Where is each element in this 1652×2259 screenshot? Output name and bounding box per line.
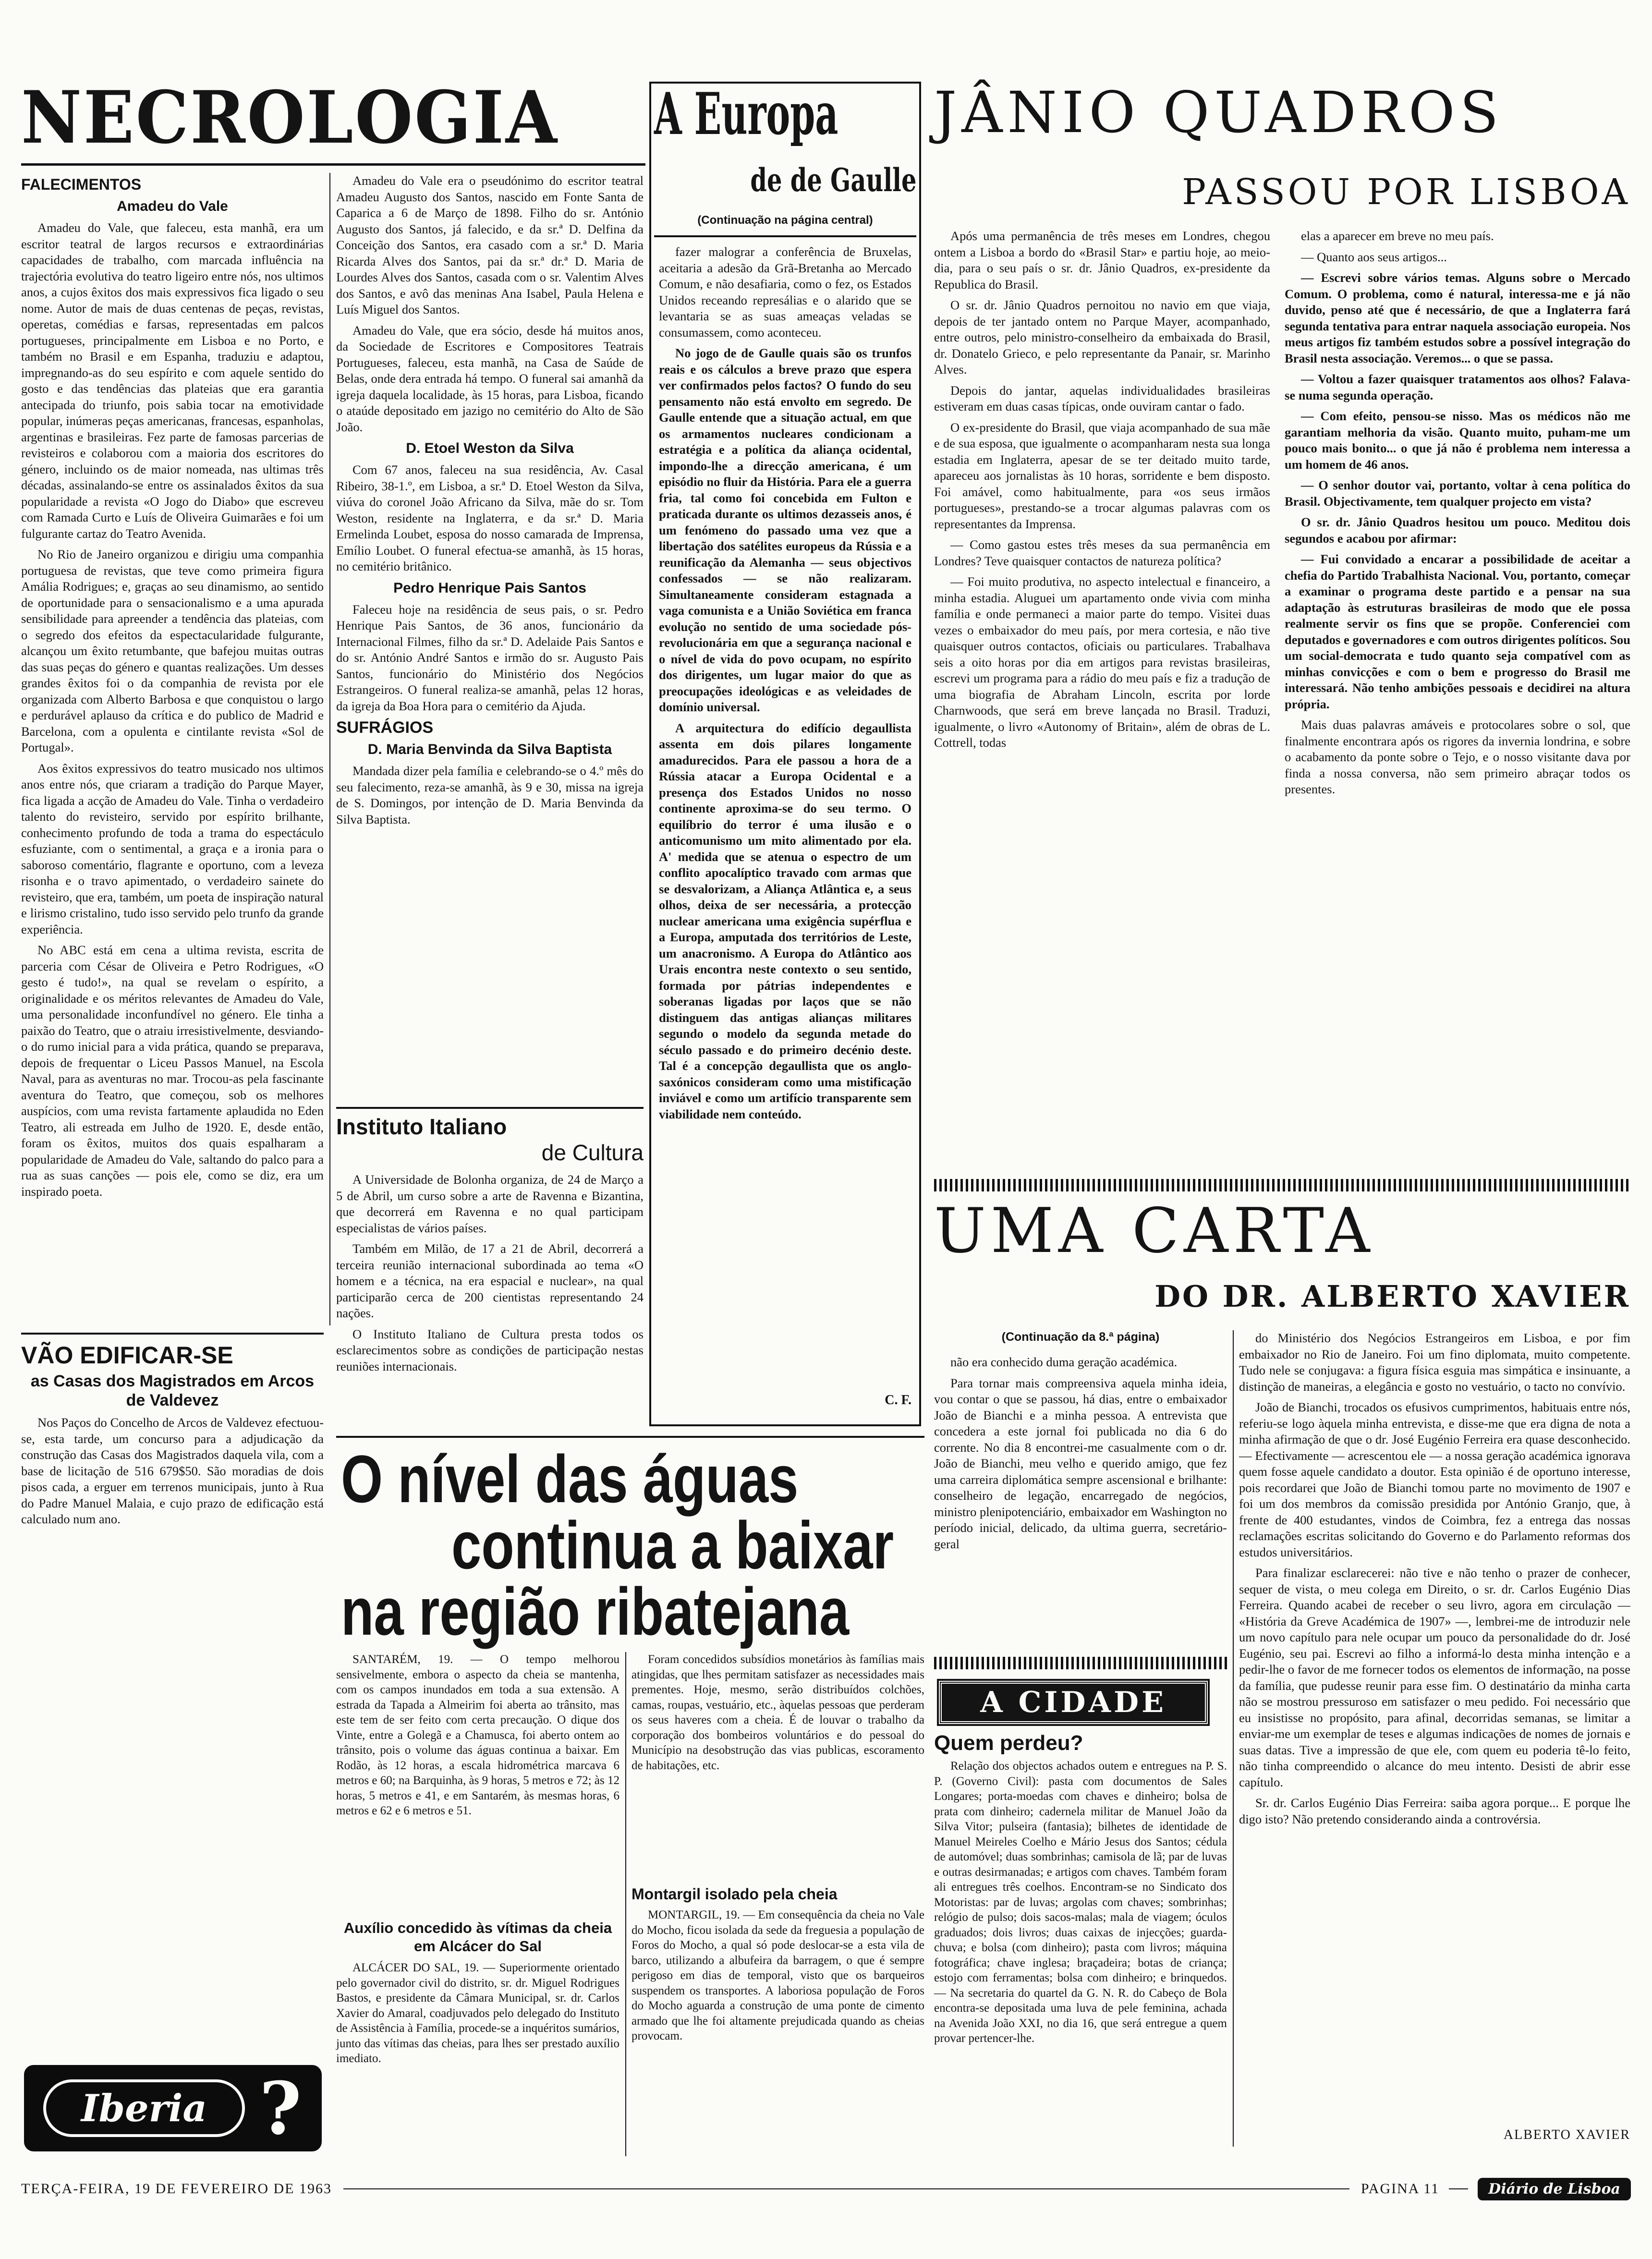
nivel-headline [336, 1441, 924, 1649]
paragraph: No Rio de Janeiro organizou e dirigiu uma companhia portuguesa de revistas, que teve como primeira figura Amália Rodrigues; e, graças ao seu dinamismo, ao sentido de oportunidade para o sensacionalismo e a uma apurada sensibilidade para apreender a tendência das plateias, com o segredo dos efeitos da espectacularidade fulgurante, alcançou um êxito retumbante, que bafejou muitas outras das suas peças do género e quantas realizações. Um desses grandes êxitos foi o da companhia de revista por ele organizada com Alberto Barbosa e que conquistou o largo e perdurável aplauso da crítica e do publico de Madrid e Barcelona, com a opulenta e cintilante revista «Sol de Portugal». [21, 547, 324, 754]
paragraph: A Universidade de Bolonha organiza, de 24 de Março a 5 de Abril, um curso sobre a arte de Ravenna e Bizantina, que decorrerá em Ravenna e no qual participam especialistas de vários países. [336, 1172, 644, 1235]
footer-rule [1449, 2188, 1468, 2189]
paragraph: Amadeu do Vale, que faleceu, esta manhã, era um escritor teatral de largos recursos e extraordinárias capacidades de trabalho, com marcada influência na trajectória evolutiva do teatro ligeiro entre nós, nos ultimos anos, a cujos êxitos dos mais expressivos fica ligado o seu nome. Autor de mais de duas centenas de peças, revistas, operetas, comédias e farsas, representadas em palcos portugueses, principalmente em Lisboa e no Porto, e também no Brasil e em Espanha, traduziu e adaptou, impregnando-as do seu espírito e com aquele sentido do gosto e das tendências das plateias que era garantia antecipada do triunfo, pois sabia tocar na emotividade popular, inúmeras peças americanas, francesas, espanholas, argentinas e brasileiras. Fez parte de famosas parcerias de revisteiros e colaborou com a maioria dos escritores do género, incluindo os de maior nomeada, nas ultimas três décadas, assinalando-se entre os assinalados êxitos da sua popularidade a revista «O Jogo do Diabo» que escreveu com Ramada Curto e Luís de Oliveira Guimarães e foi um fulgurante cartaz do Teatro Avenida. [21, 220, 324, 541]
paragraph: ALCÁCER DO SAL, 19. — Superiormente orientado pelo governador civil do distrito, sr. dr. Miguel Rodrigues Bastos, e presidente da Câmara Municipal, sr. dr. Carlos Xavier do Amaral, coadjuvados pelo delegado do Instituto de Assistência à Família, procede-se a inquéritos sumários, junto das vítimas das cheias, para lhes ser prestado auxílio imediato. [336, 1961, 620, 2065]
janio-title: JÂNIO QUADROS [934, 79, 1504, 146]
paragraph: Amadeu do Vale, que era sócio, desde há muitos anos, da Sociedade de Escritores e Compositores Teatrais Portugueses, faleceu, esta manhã, na Casa de Saúde de Belas, onde dera entrada há tempo. O funeral sai amanhã da igreja daquela localidade, às 15 horas, para Lisboa, ficando o ataúde depositado em jazigo no cemitério do Alto de São João. [336, 323, 644, 434]
column-rule [625, 1652, 626, 2156]
paragraph: não era conhecido duma geração académica. [950, 1355, 1178, 1369]
footer-rule [343, 2188, 1349, 2189]
article-title-line2: de Cultura [541, 1140, 644, 1165]
edificar-article [21, 1340, 324, 1566]
nivel-column-2 [632, 1652, 924, 1878]
paragraph: O ex-presidente do Brasil, que viaja acompanhado de sua mãe e de sua esposa, que igualmente o acompanharam nesta sua longa estadia em Inglaterra, apesar de se ter deitado muito tarde, apareceu aos jornalistas às 10 horas, sorridente e bem disposto. Foi amável, como habitualmente, para «os seus irmãos portugueses», prestando-se a trocar algumas palavras com os representantes da Imprensa. [934, 420, 1270, 531]
headline-line-3: na região ribatejana [341, 1574, 850, 1649]
paragraph: Mais duas palavras amáveis e protocolares sobre o sol, que finalmente encontrara após os rigores da invernia londrina, e sobre o acabamento da ponte sobre o Tejo, e o nosso visitante dava por finda a nossa conversa, não sem primeiro abraçar todos os presentes. [1285, 717, 1630, 796]
paragraph: Amadeu do Vale era o pseudónimo do escritor teatral Amadeu Augusto dos Santos, nascido em Fonte Santa de Caparica a 6 de Março de 1898. Filho do sr. António Augusto dos Santos, já falecido, e da sr.ª D. Delfina da Conceição dos Santos, era casado com a sr.ª D. Maria Ricarda Alves dos Santos, pai da sr.ª dr.ª D. Maria de Lourdes Alves dos Santos, casada com o sr. Valentim Alves dos Santos, e avô das meninas Ana Isabel, Paula Helena e Luís Miguel dos Santos. [336, 173, 644, 316]
title-underline [21, 163, 645, 166]
nivel-column-1 [336, 1652, 620, 1902]
paragraph: No ABC está em cena a ultima revista, escrita de parceria com César de Oliveira e Petro Rodrigues, «O gesto é tudo!», na qual se revelam o espírito, a originalidade e os méritos relevantes de Amadeu do Vale, uma personalidade inconfundível no género. Ele tinha a paixão do Teatro, que o atraiu irresistivelmente, desviando-o do rumo inicial para a vida prática, quando se preparava, depois de frequentar o Liceu Passos Manuel, na Escola Naval, para as aventuras no mar. Trocou-as pela fascinante aventura do Teatro, que começou, sob os melhores auspícios, com uma revista fartamente aplaudida no Eden Teatro, ali estreada em Julho de 1920. E, desde então, foram os êxitos, muitos dos quais espalharam a popularidade de Amadeu do Vale, saltando do palco para a rua as suas canções — pois ele, como se diz, era um inspirado poeta. [21, 943, 324, 1199]
hatched-divider [934, 1179, 1630, 1191]
page-footer [21, 2174, 1631, 2203]
paragraph: Relação dos objectos achados outem e entregues na P. S. P. (Governo Civil): pasta com documentos de Sales Longares; porta-moedas com chaves e dinheiro; bolsa de prata com dinheiro; cadernela militar de Manuel João da Silva Vitor; pulseira (fantasia); bilhetes de identidade de Manuel Meireles Coelho e Mário Jesus dos Santos; cédula de automóvel; duas sombrinhas; camisola de lã; par de luvas e outras desirmanadas; e artigos com chaves. Também foram ali entregues três coelhos. Encontram-se no Sindicato dos Motoristas: par de luvas; argolas com chaves; sombrinhas; relógio de pulso; dois sacos-malas; mala de viagem; óculos graduados; dois livros; duas caixas de injecções; guarda-chuva; e bolsa (com dinheiro); pasta com livros; máquina fotográfica; chave inglesa; braçadeira; botas de criança; estojo com ferramentas; bolsa com dinheiro; e brinquedos. — Na secretaria do quartel da G. N. R. do Cabeço de Bola encontra-se depositada uma luva de pele feminina, achada na Avenida João XXI, no dia 16, que será entregue a quem provar pertencer-lhe. [934, 1760, 1227, 2045]
paragraph: fazer malograr a conferência de Bruxelas, aceitaria a adesão da Grã-Bretanha ao Mercado Comum, e não desafiaria, como o fez, os Estados Unidos receando represálias e o alarido que se levantaria se as suas ameaças veladas se consumassem, como aconteceu. [659, 244, 911, 340]
carta-column-1 [934, 1354, 1227, 1652]
newspaper-nameplate: Diário de Lisboa [1478, 2178, 1631, 2200]
paragraph: Com 67 anos, faleceu na sua residência, Av. Casal Ribeiro, 38-1.º, em Lisboa, a sr.ª D. Etoel Weston da Silva, viúva do coronel João Africano da Silva, mãe do sr. Tom Weston, residente na Inglaterra, e da sr.ª D. Maria Ermelinda Loubet, esposa do nosso camarada de Imprensa, Emílio Loubet. O funeral efectua-se amanhã, às 15 horas, no cemitério britânico. [336, 462, 644, 573]
paragraph: Após uma permanência de três meses em Londres, chegou ontem a Lisboa a bordo do «Brasil Star» e partiu hoje, ao meio-dia, para o seu país o sr. dr. Jânio Quadros, ex-presidente da Republica do Brasil. [934, 229, 1270, 291]
column-rule [329, 173, 330, 1325]
divider [654, 235, 916, 237]
paragraph: Sr. dr. Carlos Eugénio Dias Ferreira: saiba agora porque... E porque lhe digo isto? Não pretendo considerando ainda a controvérsia. [1239, 1796, 1630, 1826]
a-cidade-logo: A CIDADE [939, 1681, 1208, 1724]
section-label: SUFRÁGIOS [336, 718, 434, 737]
subheading: D. Maria Benvinda da Silva Baptista [367, 741, 612, 757]
continuation-note: (Continuação na página central) [697, 214, 873, 227]
paragraph: O Instituto Italiano de Cultura presta todos os esclarecimentos sobre as condições de participação nestas reuniões internacionais. [336, 1326, 644, 1373]
divider [336, 1107, 644, 1109]
paragraph: — O senhor doutor vai, portanto, voltar à cena política do Brasil. Objectivamente, tem qualquer projecto em vista? [1285, 478, 1630, 509]
signature: ALBERTO XAVIER [1503, 2127, 1630, 2142]
necrologia-title: NECROLOGIA [21, 75, 559, 160]
iberia-advertisement [24, 2065, 322, 2151]
paragraph: — Foi muito produtiva, no aspecto intelectual e financeiro, a minha estadia. Aluguei um apartamento onde vivia com minha família e onde permaneci a maior parte do tempo. Visitei duas vezes o embaixador do meu país, por mera cortesia, e não tive quaisquer outros contactos, oficiais ou particulares. Trabalhava seis a oito horas por dia em artigos para revistas brasileiras, escrevi um programa para a rádio do meu país e fiz a tradução de uma biografia de Abraham Lincoln, escrita por lorde Charnwoods, que será em breve lançada no Brasil. Traduzi, igualmente, o livro «Autonomy of Britain», além de obras de L. Cottrell, todas [934, 574, 1270, 750]
montargil-article [632, 1882, 924, 2156]
paragraph: No jogo de de Gaulle quais são os trunfos reais e os cálculos a breve prazo que espera ver confirmados pelos factos? O fundo do seu pensamento não está envolto em segredo. De Gaulle entende que a situação actual, em que os armamentos nucleares condicionam a estratégia e a política da aliança ocidental, impondo-lhe a direcção americana, é um episódio no fluir da História. Para ele a guerra fria, tal como foi concebida em Fulton e praticada durante os ultimos dezasseis anos, é um fenómeno do passado uma vez que a libertação dos satélites europeus da Rússia e a reunificação da Alemanha — seus objectivos confessados — se não realizaram. Simultaneamente consideram estagnada a vaga comunista e a União Soviética em franca evolução no sentido de uma sociedade pós-revolucionária em que a segurança nacional e o nível de vida do povo ocupam, no espírito dos dirigentes, um lugar maior do que as preocupações ideológicas e as veleidades de domínio universal. [659, 346, 911, 714]
question-mark-icon: ? [259, 2066, 302, 2151]
paragraph: — Quanto aos seus artigos... [1301, 249, 1447, 264]
paragraph: João de Bianchi, trocados os efusivos cumprimentos, habituais entre nós, referiu-se logo àquela minha entrevista, e disse-me que era digna de nota a minha afirmação de que o dr. José Eugénio Ferreira era quase desconhecido. — Efectivamente — acrescentou ele — a nossa geração académica ignorava quem fosse aquele candidato a doutor. Esta opinião é de oportuno interesse, pois recordarei que João de Bianchi tomou parte no movimento de 1907 e foi um dos membros da comissão presidida por António Granjo, que, à frente de 400 estudantes, vindos de Coimbra, fez a entrega das nossas reclamações escritas solicitando do Governo e do Parlamento reformas dos estudos universitários. [1239, 1400, 1630, 1559]
quem-perdeu-article [934, 1729, 1227, 2151]
paragraph: — Com efeito, pensou-se nisso. Mas os médicos não me garantiam melhoria da visão. Quanto muito, puham-me um pouco mais bonito... o que já não é problema nem interessa a um homem de 46 anos. [1285, 409, 1630, 472]
article-title: Quem perdeu? [934, 1731, 1083, 1755]
janio-subtitle: PASSOU POR LISBOA [1182, 171, 1630, 213]
article-subtitle: as Casas dos Magistrados em Arcos de Valdevez [30, 1372, 315, 1409]
article-title: VÃO EDIFICAR-SE [21, 1342, 233, 1369]
footer-page-number: PAGINA 11 [1360, 2181, 1440, 2197]
necrologia-column-2 [336, 173, 644, 922]
column-rule [1233, 1330, 1234, 2147]
iberia-logo [43, 2079, 245, 2137]
paragraph: Para finalizar esclarecerei: não tive e não tenho o prazer de conhecer, sequer de vista, o meu colega em Direito, o sr. dr. Carlos Eugénio Dias Ferreira. Quando acabei de receber o seu livro, agora em circulação — «História da Greve Académica de 1907» —, lembrei-me de introduzir nele um novo capítulo para nele ocupar um pouco da personalidade do dr. José Eugénio, seu pai. Escrevi ao filho a informá-lo desta minha intenção e a pedir-lhe o favor de me fornecer todos os elementos de informação, na posse da família, que pudesse reunir para esse fim. O destinatário da minha carta não se mostrou pressuroso em satisfazer o meu pedido. Foi necessário que eu insistisse no propósito, para afinal, decorridas semanas, se limitar a enviar-me um exemplar de teses e algumas indicações de nomes de jornais e suas datas. Tive a impressão de que ele, com quem eu poderia tê-lo feito, não tinha compreendido o alcance do meu intento. Desisti de abrir esse capítulo. [1239, 1566, 1630, 1789]
paragraph: SANTARÉM, 19. — O tempo melhorou sensivelmente, embora o aspecto da cheia se mantenha, com os campos inundados em toda a sua extensão. A estrada da Tapada a Almeirim foi aberta ao trânsito, mas este tem de ser feito com certa precaução. O dique dos Vinte, entre a Golegã e a Chamusca, foi aberto ontem ao trânsito, pois o volume das águas continua a baixar. Em Rodão, às 12 horas, a escala hidrométrica marcava 6 metros e 60; na Barquinha, às 9 horas, 5 metros e 72; às 12 horas, 5 metros e 41, e em Santarém, às mesmas horas, 6 metros e 62 e 6 metros e 51. [336, 1653, 620, 1817]
necrologia-column-1 [21, 173, 324, 1325]
footer-date: TERÇA-FEIRA, 19 DE FEVEREIRO DE 1963 [21, 2181, 332, 2197]
janio-column-1 [934, 228, 1270, 1169]
carta-subtitle: DO DR. ALBERTO XAVIER [1154, 1279, 1630, 1314]
paragraph: A arquitectura do edifício degaullista assenta em dois pilares longamente amadurecidos. Para ele passou a hora de a Rússia atacar a Europa Ocidental e a presença dos Estados Unidos no nosso continente aproxima-se do seu termo. O equilíbrio do terror é uma ilusão e o anticomunismo um mito alimentado por ela. A' medida que se atenua o espectro de um conflito apocalíptico travado com armas que se desvalorizam, a Aliança Atlântica e, a seus olhos, deixa de ser necessária, a protecção nuclear americana uma exigência supérflua e a Europa, amputada dos territórios de Leste, um anacronismo. A Europa do Atlântico aos Urais encontra neste contexto o seu sentido, formada por pátrias independentes e soberanas ligadas por laços que se não distinguem das antigas alianças militares segundo o modelo da segunda metade do século passado e do primeiro decénio deste. Tal é a concepção degaullista que os anglo-saxónicos consideram como uma mistificação inviável e como um artifício transparente sem viabilidade nem conteúdo. [659, 720, 911, 1121]
paragraph: — Escrevi sobre vários temas. Alguns sobre o Mercado Comum. O problema, como é natural, interessa-me e já não duvido, penso até que é necessário, de que a Inglaterra fará segunda tentativa para entrar naquela associação europeia. Nos meus artigos fiz também estudos sobre a possível integração do Brasil nesta associação. Veremos... o que se passa. [1285, 270, 1630, 365]
article-title: Auxílio concedido às vítimas da cheia em Alcácer do Sal [343, 1919, 612, 1955]
signature: C. F. [885, 1393, 911, 1408]
paragraph: Foram concedidos subsídios monetários às famílias mais atingidas, que lhes permitam satisfazer as necessidades mais prementes. Hoje, mesmo, serão distribuídos colchões, camas, roupas, vestuário, etc., àquelas pessoas que perderam os seus haveres com a cheia. É de louvar o trabalho da corporação dos bombeiros voluntários e do pessoal do Município na desobstrução das vias publicas, escoramento de habitações, etc. [632, 1653, 924, 1772]
headline-line-2: continua a baixar [451, 1507, 894, 1583]
paragraph: — Fui convidado a encarar a possibilidade de aceitar a chefia do Partido Trabalhista Nacional. Vou, portanto, começar a examinar o programa deste partido e a pensar na sua adaptação às estruturas brasileiras de modo que ele possa realmente servir os fins que se propõe. Conferenciei com deputados e governadores e com outros dirigentes políticos. Sou um social-democrata e tudo quanto seja compatível com as minhas convicções e com o bem e progresso do Brasil me interessará. Não tenho ambições pessoais e decidirei na altura própria. [1285, 552, 1630, 711]
hatched-divider [934, 1657, 1227, 1669]
europa-body [659, 244, 911, 1387]
carta-title: UMA CARTA [934, 1195, 1375, 1267]
paragraph: Mandada dizer pela família e celebrando-se o 4.º mês do seu falecimento, reza-se amanhã, às 9 e 30, missa na igreja de S. Domingos, por intenção de D. Maria Benvinda da Silva Baptista. [336, 764, 644, 826]
auxilio-article [336, 1916, 620, 2156]
carta-column-2 [1239, 1330, 1630, 2123]
paragraph: — Como gastou estes três meses da sua permanência em Londres? Teve quaisquer contactos de natureza política? [934, 537, 1270, 568]
subheading: Amadeu do Vale [117, 198, 228, 214]
paragraph: do Ministério dos Negócios Estrangeiros em Lisboa, e por fim embaixador no Rio de Janeiro. Foi um fino diplomata, muito competente. Tudo nele se conjugava: a figura física esguia mas simpática e insinuante, a distinção de maneiras, a elegância e gosto no vestuário, o tacto no convívio. [1239, 1331, 1630, 1394]
article-title: Instituto Italiano [336, 1114, 507, 1139]
iberia-brand: Iberia [81, 2086, 207, 2130]
paragraph: MONTARGIL, 19. — Em consequência da cheia no Vale do Mocho, ficou isolada da sede da freguesia a população de Foros do Mocho, a qual só pode deslocar-se a esta vila de barco, utilizando a albufeira da barragem, o que é sempre perigoso em dias de temporal, visto que os barqueiros suspendem os transportes. A laboriosa população de Foros do Mocho aguarda a construção de uma ponte de cimento armado que lhe foi altamente prejudicada quando as cheias provocam. [632, 1908, 924, 2042]
subheading: D. Etoel Weston da Silva [406, 440, 574, 456]
headline-line-1: O nível das águas [341, 1441, 799, 1517]
paragraph: Para tornar mais compreensiva aquela minha ideia, vou contar o que se passou, há dias, entre o embaixador João de Bianchi e a minha pessoa. A entrevista que concedera a este jornal foi publicada no dia 6 do corrente. No dia 8 encontrei-me casualmente com o dr. João de Bianchi, meu velho e querido amigo, que fez uma carreira diplomática sempre ascensional e brilhante: conselheiro de legação, encarregado de negócios, ministro plenipotenciário, embaixador em Washington no período inicial, delicado, da ultima guerra, secretário-geral [934, 1375, 1227, 1551]
continuation-note: (Continuação da 8.ª página) [1001, 1330, 1160, 1344]
paragraph: O sr. dr. Jânio Quadros pernoitou no navio em que viaja, depois de ter jantado ontem no Parque Mayer, acompanhado, entre outros, pelo ministro-conselheiro da embaixada do Brasil, dr. Donatelo Grieco, e pelo representante da Panair, sr. Marinho Alves. [934, 298, 1270, 376]
divider [336, 1436, 924, 1438]
paragraph: O sr. dr. Jânio Quadros hesitou um pouco. Meditou dois segundos e acabou por afirmar: [1285, 515, 1630, 546]
europa-title: A Europa [654, 80, 838, 148]
article-title: Montargil isolado pela cheia [632, 1885, 838, 1903]
paragraph: Faleceu hoje na residência de seus pais, o sr. Pedro Henrique Pais Santos, de 36 anos, funcionário da Internacional Filmes, filho da sr.ª D. Adelaide Pais Santos e do sr. António André Santos e irmão do sr. Augusto Pais Santos, funcionário do Ministério dos Negócios Estrangeiros. O funeral realiza-se amanhã, pelas 12 horas, da igreja da Boa Hora para o cemitério da Ajuda. [336, 602, 644, 713]
section-label: FALECIMENTOS [21, 176, 142, 193]
subheading: Pedro Henrique Pais Santos [393, 580, 586, 596]
janio-column-2 [1285, 228, 1630, 1169]
paragraph: Nos Paços do Concelho de Arcos de Valdevez efectuou-se, esta tarde, um concurso para a adjudicação da construção das Casas dos Magistrados daquela vila, com a base de licitação de 516 679$50. São moradias de dois pisos cada, a erguer em terrenos municipais, junto à Rua do Padre Manuel Malaia, e cujo prazo de edificação está calculado num ano. [21, 1415, 324, 1526]
paragraph: — Voltou a fazer quaisquer tratamentos aos olhos? Falava-se numa segunda operação. [1285, 372, 1630, 402]
europa-title-line2: de de Gaulle [750, 161, 916, 199]
paragraph: Depois do jantar, aquelas individualidades brasileiras estiveram em duas casas típicas, onde ouviram cantar o fado. [934, 383, 1270, 413]
paragraph: Também em Milão, de 17 a 21 de Abril, decorrerá a terceira reunião internacional subordinada ao tema «O homem e a técnica, na era espacial e nuclear», na qual participarão cerca de 200 cientistas representando 24 nações. [336, 1241, 644, 1320]
instituto-article [336, 1114, 644, 1373]
divider [21, 1333, 324, 1335]
paragraph: elas a aparecer em breve no meu país. [1301, 229, 1494, 243]
paragraph: Aos êxitos expressivos do teatro musicado nos ultimos anos entre nós, que criaram a tradição do Parque Mayer, fica ligada a acção de Amadeu do Vale. Tinha o verdadeiro talento do revisteiro, servido por espírito brilhante, conhecimento profundo de toda a trama do espectáculo esfuziante, com o sentimental, a graça e a ironia para o saboroso comentário, flagrante e oportuno, com a leveza risonha e o travo apimentado, o verdadeiro sainete do revisteiro, que era, também, um poeta de inspiração natural e lirismo cristalino, tudo isso servido pelo trunfo da grande experiência. [21, 761, 324, 936]
